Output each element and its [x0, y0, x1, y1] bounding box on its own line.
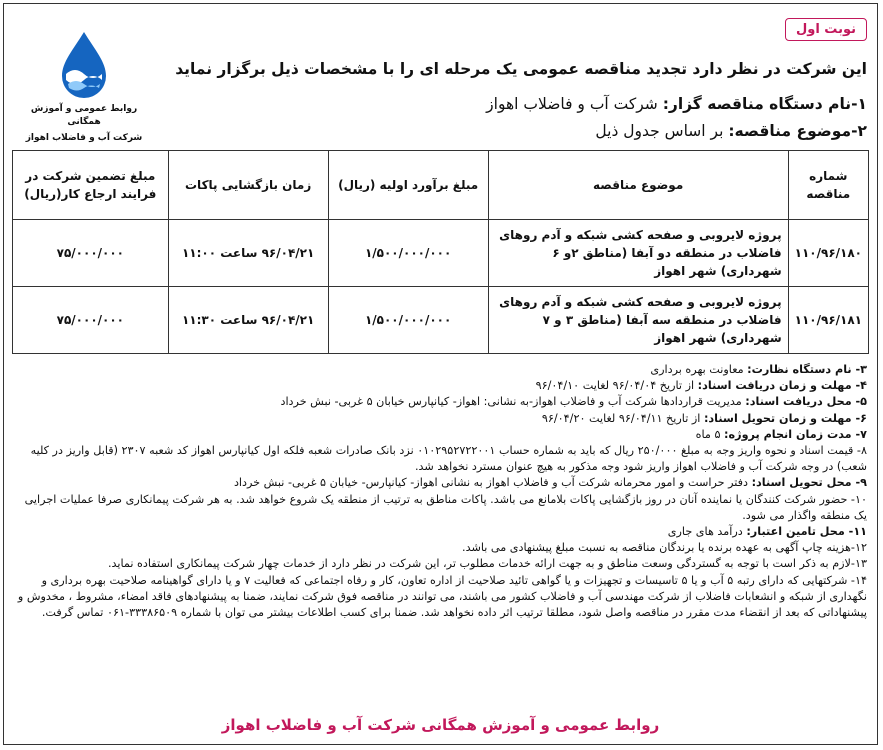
header-opening: زمان بازگشایی پاکات: [168, 151, 328, 220]
condition-text: ۵ ماه: [695, 427, 725, 441]
cell-guarantee: ۷۵/۰۰۰/۰۰۰: [13, 220, 169, 287]
header-subject: موضوع مناقصه: [488, 151, 788, 220]
cell-opening: ۹۶/۰۴/۲۱ ساعت ۱۱:۰۰: [168, 220, 328, 287]
table-row: [13, 220, 869, 287]
condition-text: درآمد های جاری: [667, 525, 747, 539]
condition-item: [12, 394, 867, 410]
condition-text: معاونت بهره برداری: [650, 363, 748, 376]
condition-label: ۶- مهلت و زمان تحویل اسناد:: [703, 411, 867, 425]
condition-text: ۱۲-هزینه چاپ آگهی به عهده برنده یا برندگان مناقصه به نسبت مبلغ پیشنهادی می باشد.: [462, 541, 867, 555]
tender-subject-value: بر اساس جدول ذیل: [595, 122, 729, 140]
cell-number: ۱۱۰/۹۶/۱۸۱: [788, 287, 868, 354]
condition-item: [12, 411, 867, 427]
cell-estimate: ۱/۵۰۰/۰۰۰/۰۰۰: [328, 220, 488, 287]
header-guarantee: مبلغ تضمین شرکت در فرایند ارجاع کار(ریال): [13, 151, 169, 220]
condition-item: [12, 378, 867, 394]
condition-text: دفتر حراست و امور محرمانه شرکت آب و فاضلاب اهواز به نشانی اهواز- کیانپارس- خیابان ۵ غربی- نبش خرداد: [233, 476, 752, 490]
water-drop-logo-icon: [53, 28, 115, 100]
condition-item: [12, 524, 867, 540]
cell-subject: پروژه لایروبی و صفحه کشی شبکه و آدم روهای فاضلاب در منطقه سه آبفا (مناطق ۳ و ۷ شهرداری) شهر اهواز: [488, 287, 788, 354]
notice-headline: این شرکت در نظر دارد تجدید مناقصه عمومی یک مرحله ای را با مشخصات ذیل برگزار نماید: [175, 60, 867, 78]
condition-label: ۷- مدت زمان انجام پروژه:: [724, 427, 867, 441]
condition-label: ۴- مهلت و زمان دریافت اسناد:: [697, 379, 867, 393]
condition-text: از تاریخ ۹۶/۰۴/۰۴ لغایت ۹۶/۰۴/۱۰: [535, 379, 698, 393]
logo-caption-line1: روابط عمومی و آموزش همگانی: [30, 104, 138, 127]
tender-authority-line: [486, 95, 867, 113]
condition-item: [12, 443, 867, 475]
table-row: [13, 287, 869, 354]
header-estimate: مبلغ برآورد اولیه (ریال): [328, 151, 488, 220]
conditions-list: [12, 362, 867, 621]
condition-text: ۱۰- حضور شرکت کنندگان یا نماینده آنان در روز بازگشایی پاکات بلامانع می باشد. پاکات مناطق به ترتیب از منطقه یک شروع خواهد شد. به هر شرکت پیمانکاری صرفا عملیات اجرایی یک منطقه واگذار می شود.: [24, 492, 867, 522]
tender-authority-label: ۱-نام دستگاه مناقصه گزار:: [662, 95, 867, 113]
condition-label: ۵- محل دریافت اسناد:: [745, 395, 867, 409]
condition-item: [12, 573, 867, 622]
condition-text: مدیریت قراردادها شرکت آب و فاضلاب اهواز-به نشانی: اهواز- کیانپارس خیابان ۵ غربی- نبش خرداد: [280, 395, 746, 409]
condition-item: [12, 556, 867, 572]
condition-label: ۱۱- محل تامین اعتبار:: [746, 525, 867, 539]
cell-opening: ۹۶/۰۴/۲۱ ساعت ۱۱:۳۰: [168, 287, 328, 354]
logo-caption-line2: شرکت آب و فاضلاب اهواز: [25, 133, 143, 143]
cell-guarantee: ۷۵/۰۰۰/۰۰۰: [13, 287, 169, 354]
tender-authority-value: شرکت آب و فاضلاب اهواز: [486, 95, 663, 113]
table-header-row: [13, 151, 869, 220]
tender-subject-label: ۲-موضوع مناقصه:: [728, 122, 867, 140]
condition-text: ۸- قیمت اسناد و نحوه واریز وجه به مبلغ ۲۵۰/۰۰۰ ریال که باید به شماره حساب ۰۱۰۲۹۵۲۷۲۲۰۰۱ نزد بانک صادرات شعبه فلکه اول کیانپارس اهواز کد شعبه ۲۳۰۷ (قابل واریز در کلیه شعب) در وجه شرکت آب و فاضلاب اهواز واریز شود وجه مذکور به هیچ عنوان مسترد نخواهد شد.: [30, 444, 867, 474]
condition-label: ۹- محل تحویل اسناد:: [751, 476, 867, 490]
condition-text: از تاریخ ۹۶/۰۴/۱۱ لغایت ۹۶/۰۴/۲۰: [541, 411, 704, 425]
tender-subject-line: [595, 122, 867, 140]
condition-text: ۱۴- شرکتهایی که دارای رتبه ۵ آب و یا ۵ تاسیسات و تجهیزات و یا گواهی تائید صلاحیت از اداره تعاون، کار و رفاه اجتماعی که فعالیت ۷ و یا دارای گواهینامه صلاحیت بهره برداری و نگهداری از شبکه و انشعابات فاضلاب از شرکت مهندسی آب و فاضلاب کشور می باشند، می توانند در مناقصه فوق شرکت نمایند، ضمنا به پیشنهادهای فاقد امضاء، مشروط ، مخدوش و پیشنهاداتی که بعد از انقضاء مدت مقرر در مناقصه واصل شود، مطلقا ترتیب اثر داده نخواهد شد. ضمنا برای کسب اطلاعات بیشتر می توان با شماره ۳۳۳۸۶۵۰۹-۰۶۱ تماس گرفت.: [17, 573, 867, 620]
condition-item: [12, 540, 867, 556]
tender-table: [12, 150, 869, 354]
condition-item: [12, 492, 867, 524]
condition-text: ۱۳-لازم به ذکر است با توجه به گستردگی وسعت مناطق و به جهت ارائه خدمات مطلوب تر، این شرکت در نظر دارد از خدمات چهار شرکت پیمانکاری استفاده نماید.: [107, 557, 867, 571]
condition-item: [12, 427, 867, 443]
condition-item: [12, 475, 867, 491]
cell-subject: پروژه لایروبی و صفحه کشی شبکه و آدم روهای فاضلاب در منطقه دو آبفا (مناطق ۲و ۶ شهرداری) شهر اهواز: [488, 220, 788, 287]
footer-signature: روابط عمومی و آموزش همگانی شرکت آب و فاضلاب اهواز: [221, 716, 660, 734]
header-number: شماره مناقصه: [788, 151, 868, 220]
cell-number: ۱۱۰/۹۶/۱۸۰: [788, 220, 868, 287]
round-badge: نوبت اول: [785, 18, 867, 41]
condition-item: [12, 362, 867, 378]
company-logo: [18, 28, 150, 145]
condition-label: ۳- نام دستگاه نظارت:: [747, 363, 867, 376]
cell-estimate: ۱/۵۰۰/۰۰۰/۰۰۰: [328, 287, 488, 354]
notice-frame: [3, 3, 878, 745]
